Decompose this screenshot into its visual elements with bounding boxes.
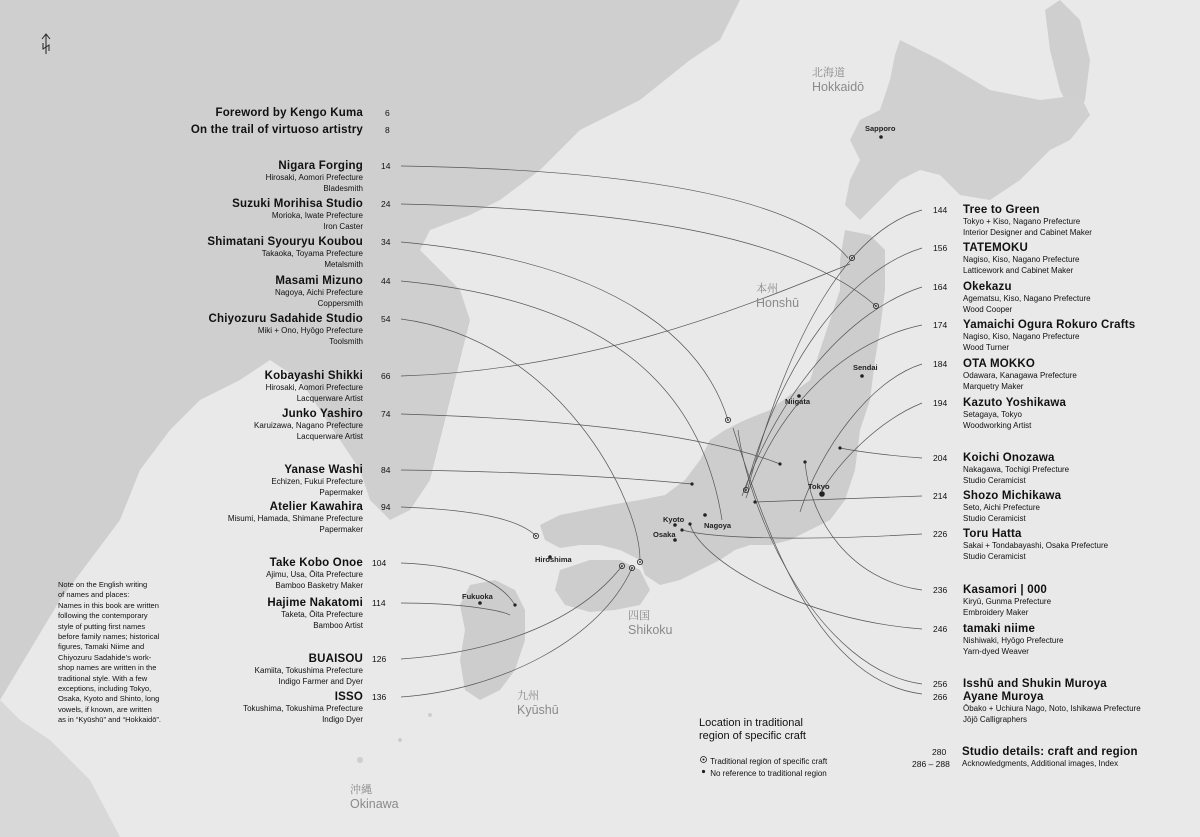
studio-name: Atelier Kawahira: [269, 501, 363, 513]
toc-entry[interactable]: [963, 690, 1141, 725]
studio-craft: Lacquerware Artist: [296, 431, 363, 441]
city-label: Kyoto: [663, 515, 685, 524]
map-legend: [699, 717, 827, 779]
toc-page: 94: [381, 502, 391, 512]
studio-craft: Toolsmith: [329, 336, 363, 346]
note-line: figures, Tamaki Niime and: [58, 642, 145, 652]
region-en: Kyūshū: [517, 703, 559, 717]
region-label-okinawa: [350, 783, 399, 811]
note-line: as in “Kyūshū” and “Hokkaidō”.: [58, 715, 161, 725]
toc-entry[interactable]: [228, 500, 363, 535]
studio-craft: Studio Ceramicist: [963, 513, 1026, 523]
toc-intro-trail[interactable]: [191, 123, 363, 137]
toc-page: 8: [385, 125, 390, 135]
studio-name: Tree to Green: [963, 204, 1040, 216]
studio-name: Masami Mizuno: [275, 275, 363, 287]
studio-location: Takaoka, Toyama Prefecture: [261, 249, 363, 258]
toc-page: 204: [933, 453, 948, 463]
studio-name: Yamaichi Ogura Rokuro Crafts: [963, 319, 1136, 331]
toc-page: 66: [381, 371, 391, 381]
studio-name: Chiyozuru Sadahide Studio: [208, 313, 363, 325]
toc-entry[interactable]: [963, 583, 1051, 618]
note-line: Chiyozuru Sadahide’s work-: [58, 652, 152, 662]
toc-page: 126: [372, 654, 387, 664]
note-line: traditional style. With a few: [58, 673, 148, 683]
region-jp: 九州: [517, 689, 539, 702]
studio-craft: Papermaker: [319, 524, 363, 534]
toc-entry[interactable]: [271, 463, 363, 498]
city-label: Fukuoka: [462, 592, 493, 601]
toc-page: 74: [381, 409, 391, 419]
toc-title: Foreword by Kengo Kuma: [215, 107, 363, 119]
studio-craft: Bamboo Artist: [313, 620, 363, 630]
toc-entry[interactable]: [963, 203, 1092, 238]
ringed-dot-icon: [699, 755, 708, 764]
studio-location: Karuizawa, Nagano Prefecture: [254, 421, 363, 430]
north-arrow-icon: [38, 32, 54, 56]
studio-location: Taketa, Ōita Prefecture: [281, 610, 363, 619]
toc-page: 246: [933, 624, 948, 634]
city-label: Nagoya: [704, 521, 732, 530]
toc-studio-details[interactable]: [962, 745, 1138, 770]
studio-location: Nagoya, Aichi Prefecture: [274, 288, 363, 297]
studio-location: Kamiita, Tokushima Prefecture: [254, 666, 363, 675]
studio-location: Tokushima, Tokushima Prefecture: [243, 704, 363, 713]
studio-location: Setagaya, Tokyo: [963, 410, 1023, 419]
region-en: Hokkaidō: [812, 80, 865, 94]
toc-entry[interactable]: [243, 690, 363, 725]
region-en: Honshū: [756, 296, 800, 310]
note-line: following the contemporary: [58, 611, 148, 621]
studio-location: Echizen, Fukui Prefecture: [271, 477, 363, 486]
studio-location: Kiryū, Gunma Prefecture: [963, 597, 1052, 606]
studio-craft: Interior Designer and Cabinet Maker: [963, 227, 1092, 237]
toc-entry[interactable]: [267, 596, 363, 631]
toc-entry[interactable]: [266, 159, 363, 194]
studio-name: Ayane Muroya: [963, 691, 1044, 703]
studio-location: Seto, Aichi Prefecture: [963, 503, 1040, 512]
studio-craft: Yarn-dyed Weaver: [963, 646, 1029, 656]
studio-name: BUAISOU: [308, 653, 363, 665]
toc-entry[interactable]: [265, 369, 363, 404]
note-line: Osaka, Kyoto and Shinto, long: [58, 694, 160, 704]
region-label-kyushu: [517, 689, 559, 717]
note-line: style of putting first names: [58, 621, 146, 631]
studio-name: Shozo Michikawa: [963, 490, 1062, 502]
toc-entry[interactable]: [963, 622, 1063, 657]
toc-page: 44: [381, 276, 391, 286]
toc-page: 266: [933, 692, 948, 702]
studio-name: TATEMOKU: [963, 242, 1029, 254]
region-jp: 北海道: [812, 66, 845, 79]
toc-page: 14: [381, 161, 391, 171]
studio-name: Nigara Forging: [278, 160, 363, 172]
region-label-hokkaido: [812, 66, 864, 94]
toc-title: Studio details: craft and region: [962, 746, 1138, 758]
note-line: Names in this book are written: [58, 600, 159, 610]
toc-page: 136: [372, 692, 387, 702]
studio-name: Kazuto Yoshikawa: [963, 397, 1067, 409]
toc-entry[interactable]: [208, 312, 363, 347]
toc-entry[interactable]: [232, 197, 363, 232]
legend-item-traditional: [699, 755, 827, 767]
legend-label: No reference to traditional region: [710, 769, 827, 778]
studio-name: Yanase Washi: [284, 464, 363, 476]
toc-page: 144: [933, 205, 948, 215]
studio-craft: Coppersmith: [317, 298, 363, 308]
studio-name: Kobayashi Shikki: [264, 370, 363, 382]
studio-craft: Iron Caster: [323, 221, 363, 231]
region-en: Shikoku: [628, 623, 673, 637]
studio-location: Ajimu, Usa, Ōita Prefecture: [266, 570, 363, 579]
toc-entry[interactable]: [963, 280, 1091, 315]
toc-entry[interactable]: [963, 357, 1077, 392]
studio-name: Hajime Nakatomi: [267, 597, 363, 609]
studio-craft: Bladesmith: [323, 183, 363, 193]
studio-craft: Lacquerware Artist: [296, 393, 363, 403]
toc-page: 280: [932, 747, 947, 757]
city-label: Sendai: [853, 363, 878, 372]
studio-name: Shimatani Syouryu Koubou: [207, 236, 363, 248]
toc-page: 226: [933, 529, 948, 539]
note-line: exceptions, including Tokyo,: [58, 684, 152, 694]
city-label: Niigata: [785, 397, 811, 406]
studio-craft: Papermaker: [319, 487, 363, 497]
studio-location: Morioka, Iwate Prefecture: [271, 211, 363, 220]
studio-location: Odawara, Kanagawa Prefecture: [963, 371, 1077, 380]
toc-entry[interactable]: [207, 235, 363, 270]
toc-entry[interactable]: [255, 652, 363, 687]
region-jp: 四国: [628, 609, 650, 622]
toc-entry[interactable]: [254, 407, 363, 442]
note-line: vowels, if known, are written: [58, 704, 152, 714]
studio-craft: Indigo Farmer and Dyer: [278, 676, 363, 686]
studio-name: tamaki niime: [963, 623, 1036, 635]
toc-page: 104: [372, 558, 387, 568]
region-jp: 本州: [756, 282, 778, 295]
toc-entry[interactable]: [963, 318, 1135, 353]
toc-page: 236: [933, 585, 948, 595]
toc-page: 84: [381, 465, 391, 475]
toc-page: 194: [933, 398, 948, 408]
region-label-shikoku: [628, 609, 672, 637]
toc-entry[interactable]: [266, 556, 363, 591]
studio-location: Misumi, Hamada, Shimane Prefecture: [227, 514, 363, 523]
legend-item-no-reference: [699, 767, 827, 779]
legend-title: Location in traditional: [699, 717, 803, 729]
studio-location: Nagiso, Kiso, Nagano Prefecture: [963, 255, 1080, 264]
city-label: Osaka: [653, 530, 676, 539]
studio-craft: Jōjō Calligraphers: [963, 714, 1028, 724]
toc-page: 6: [385, 108, 390, 118]
toc-entry[interactable]: [963, 396, 1066, 431]
toc-subtitle: Acknowledgments, Additional images, Index: [962, 759, 1119, 768]
studio-location: Nishiwaki, Hyōgo Prefecture: [963, 636, 1064, 645]
studio-craft: Studio Ceramicist: [963, 475, 1026, 485]
toc-page: 164: [933, 282, 948, 292]
toc-page: 214: [933, 491, 948, 501]
studio-location: Tokyo + Kiso, Nagano Prefecture: [963, 217, 1081, 226]
city-label: Hiroshima: [535, 555, 572, 564]
toc-page: 174: [933, 320, 948, 330]
toc-entry[interactable]: [275, 274, 363, 309]
studio-name: Suzuki Morihisa Studio: [232, 198, 363, 210]
dot-icon: [699, 767, 708, 776]
toc-page: 286 – 288: [912, 759, 950, 769]
studio-location: Hirosaki, Aomori Prefecture: [265, 173, 363, 182]
studio-name: OTA MOKKO: [963, 358, 1036, 370]
studio-location: Sakai + Tondabayashi, Osaka Prefecture: [963, 541, 1109, 550]
toc-page: 34: [381, 237, 391, 247]
region-en: Okinawa: [350, 797, 399, 811]
note-on-names: [58, 580, 178, 726]
toc-page: 24: [381, 199, 391, 209]
studio-craft: Embroidery Maker: [963, 607, 1029, 617]
region-jp: 沖縄: [350, 783, 372, 796]
toc-page: 54: [381, 314, 391, 324]
studio-craft: Wood Turner: [963, 342, 1010, 352]
toc-title: On the trail of virtuoso artistry: [190, 124, 363, 136]
studio-name: Junko Yashiro: [282, 408, 363, 420]
toc-entry[interactable]: [963, 677, 1107, 691]
studio-name: Isshū and Shukin Muroya: [963, 678, 1107, 690]
toc-entry[interactable]: [963, 489, 1061, 524]
note-line: shop names are written in the: [58, 663, 157, 673]
studio-name: Okekazu: [963, 281, 1012, 293]
studio-name: Koichi Onozawa: [963, 452, 1055, 464]
legend-title: region of specific craft: [699, 730, 806, 742]
city-label: Tokyo: [808, 482, 830, 491]
studio-name: Take Kobo Onoe: [269, 557, 363, 569]
studio-location: Agematsu, Kiso, Nagano Prefecture: [963, 294, 1091, 303]
legend-label: Traditional region of specific craft: [710, 757, 828, 766]
toc-intro-foreword[interactable]: [215, 106, 363, 120]
toc-entry[interactable]: [963, 527, 1108, 562]
studio-location: Miki + Ono, Hyōgo Prefecture: [257, 326, 363, 335]
studio-name: ISSO: [334, 691, 363, 703]
studio-name: Kasamori | 000: [963, 584, 1048, 596]
note-line: Note on the English writing: [58, 580, 148, 589]
toc-page: 184: [933, 359, 948, 369]
studio-location: Ōbako + Uchiura Nago, Noto, Ishikawa Prefecture: [963, 704, 1141, 713]
studio-craft: Wood Cooper: [963, 304, 1013, 314]
studio-craft: Marquetry Maker: [963, 381, 1024, 391]
toc-entry[interactable]: [963, 241, 1080, 276]
toc-page: 256: [933, 679, 948, 689]
studio-location: Nagiso, Kiso, Nagano Prefecture: [963, 332, 1080, 341]
studio-location: Hirosaki, Aomori Prefecture: [265, 383, 363, 392]
note-line: of names and places:: [58, 590, 130, 600]
toc-entry[interactable]: [963, 451, 1069, 486]
region-label-honshu: [756, 282, 799, 310]
note-line: before family names; historical: [58, 632, 160, 642]
studio-craft: Latticework and Cabinet Maker: [963, 265, 1074, 275]
studio-location: Nakagawa, Tochigi Prefecture: [963, 465, 1070, 474]
studio-craft: Indigo Dyer: [322, 714, 363, 724]
studio-craft: Studio Ceramicist: [963, 551, 1026, 561]
studio-craft: Metalsmith: [324, 259, 363, 269]
city-label: Sapporo: [865, 124, 896, 133]
toc-page: 156: [933, 243, 948, 253]
studio-craft: Woodworking Artist: [963, 420, 1032, 430]
studio-name: Toru Hatta: [963, 528, 1022, 540]
studio-craft: Bamboo Basketry Maker: [275, 580, 363, 590]
toc-page: 114: [372, 598, 386, 608]
